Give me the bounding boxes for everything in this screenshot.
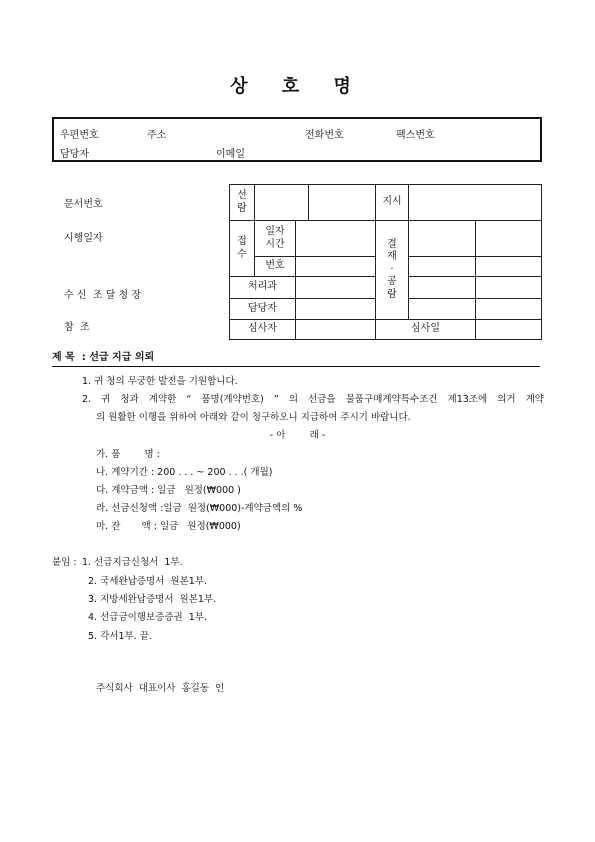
number-cell: 번호 <box>255 257 296 277</box>
approval-cell-3 <box>409 257 476 277</box>
item-contract-period: 나. 계약기간 : 200 . . . ~ 200 . . .( 개월) <box>96 467 273 478</box>
manager-value-cell <box>296 299 376 320</box>
approval-cell-8 <box>476 299 542 320</box>
approval-cell-1 <box>409 221 476 257</box>
processing-dept-value-cell <box>296 277 376 299</box>
phone-label: 전화번호 <box>305 130 344 141</box>
attachments-label: 붙임 : <box>52 557 77 568</box>
manager-cell: 담당자 <box>230 299 296 320</box>
approval-grid <box>229 184 542 340</box>
reference-label: 참 조 <box>64 322 90 333</box>
subject-line: 제 목 : 선급 지급 의뢰 <box>52 348 540 367</box>
approval-cell-7 <box>409 299 476 320</box>
seonram-cell: 선 람 <box>230 185 255 221</box>
below-heading: - 아 래 - <box>269 430 326 441</box>
attachment-item-3: 3. 지방세완납증명서 원본1부. <box>88 594 217 605</box>
attachment-item-1: 1. 선급지급신청서 1부. <box>82 557 183 568</box>
seonram-value-cell-1 <box>255 185 309 221</box>
address-label: 주소 <box>147 130 167 141</box>
date-time-cell: 일자 시간 <box>255 221 296 257</box>
approval-cell-5 <box>409 277 476 299</box>
item-advance-request: 라. 선금신청액 :일금 원정(₩000)-계약금액의 % <box>96 503 303 514</box>
postal-code-label: 우편번호 <box>60 130 99 141</box>
number-value-cell <box>296 257 376 277</box>
reviewer-cell: 심사자 <box>230 320 296 340</box>
approval-cell-2 <box>476 221 542 257</box>
email-label: 이메일 <box>216 149 245 160</box>
signature-line: 주식회사 대표이사 홍길동 인 <box>96 683 225 694</box>
attachment-item-4: 4. 선급금이행보증증권 1부. <box>88 612 207 623</box>
approval-review-cell: 결 재 · 공 람 <box>376 221 409 320</box>
reviewer-value-cell <box>296 320 376 340</box>
processing-dept-cell: 처리과 <box>230 277 296 299</box>
seonram-value-cell-2 <box>309 185 376 221</box>
body-paragraph-1: 1. 귀 청의 무궁한 발전을 기원합니다. <box>82 376 238 387</box>
approval-cell-6 <box>476 277 542 299</box>
approval-cell-4 <box>476 257 542 277</box>
recipient-label: 수 신 조 달 청 장 <box>64 290 142 301</box>
company-name-title: 상 호 명 <box>230 76 365 97</box>
item-contract-amount: 다. 계약금액 : 일금 원정(₩000 ) <box>96 485 241 496</box>
company-info-box <box>52 117 542 162</box>
review-date-value-cell <box>476 320 542 340</box>
item-balance: 마. 잔 액 : 일금 원정(₩000) <box>96 521 241 532</box>
doc-number-label: 문서번호 <box>64 199 103 210</box>
fax-label: 팩스번호 <box>396 130 435 141</box>
jisi-value-cell <box>409 185 542 221</box>
review-date-cell: 심사일 <box>376 320 476 340</box>
date-time-value-cell <box>296 221 376 257</box>
attachment-item-2: 2. 국세완납증명서 원본1부. <box>88 576 207 587</box>
jisi-cell: 지시 <box>376 185 409 221</box>
body-paragraph-2-line-2: 의 원활한 이행을 위하여 아래와 같이 청구하오니 지급하여 주시기 바랍니다. <box>96 412 411 423</box>
attachment-item-5: 5. 각서1부. 끝. <box>88 631 152 642</box>
issue-date-label: 시행일자 <box>64 233 103 244</box>
contact-person-label: 담당자 <box>60 149 89 160</box>
item-product-name: 가. 품 명 : <box>96 449 160 460</box>
body-paragraph-2-line-1: 2. 귀 청과 계약한 “ 품명(계약번호) ” 의 선금을 물품구매계약특수조건 제13조에 의거 계약 <box>82 394 544 405</box>
jeopsu-cell: 접 수 <box>230 221 255 277</box>
